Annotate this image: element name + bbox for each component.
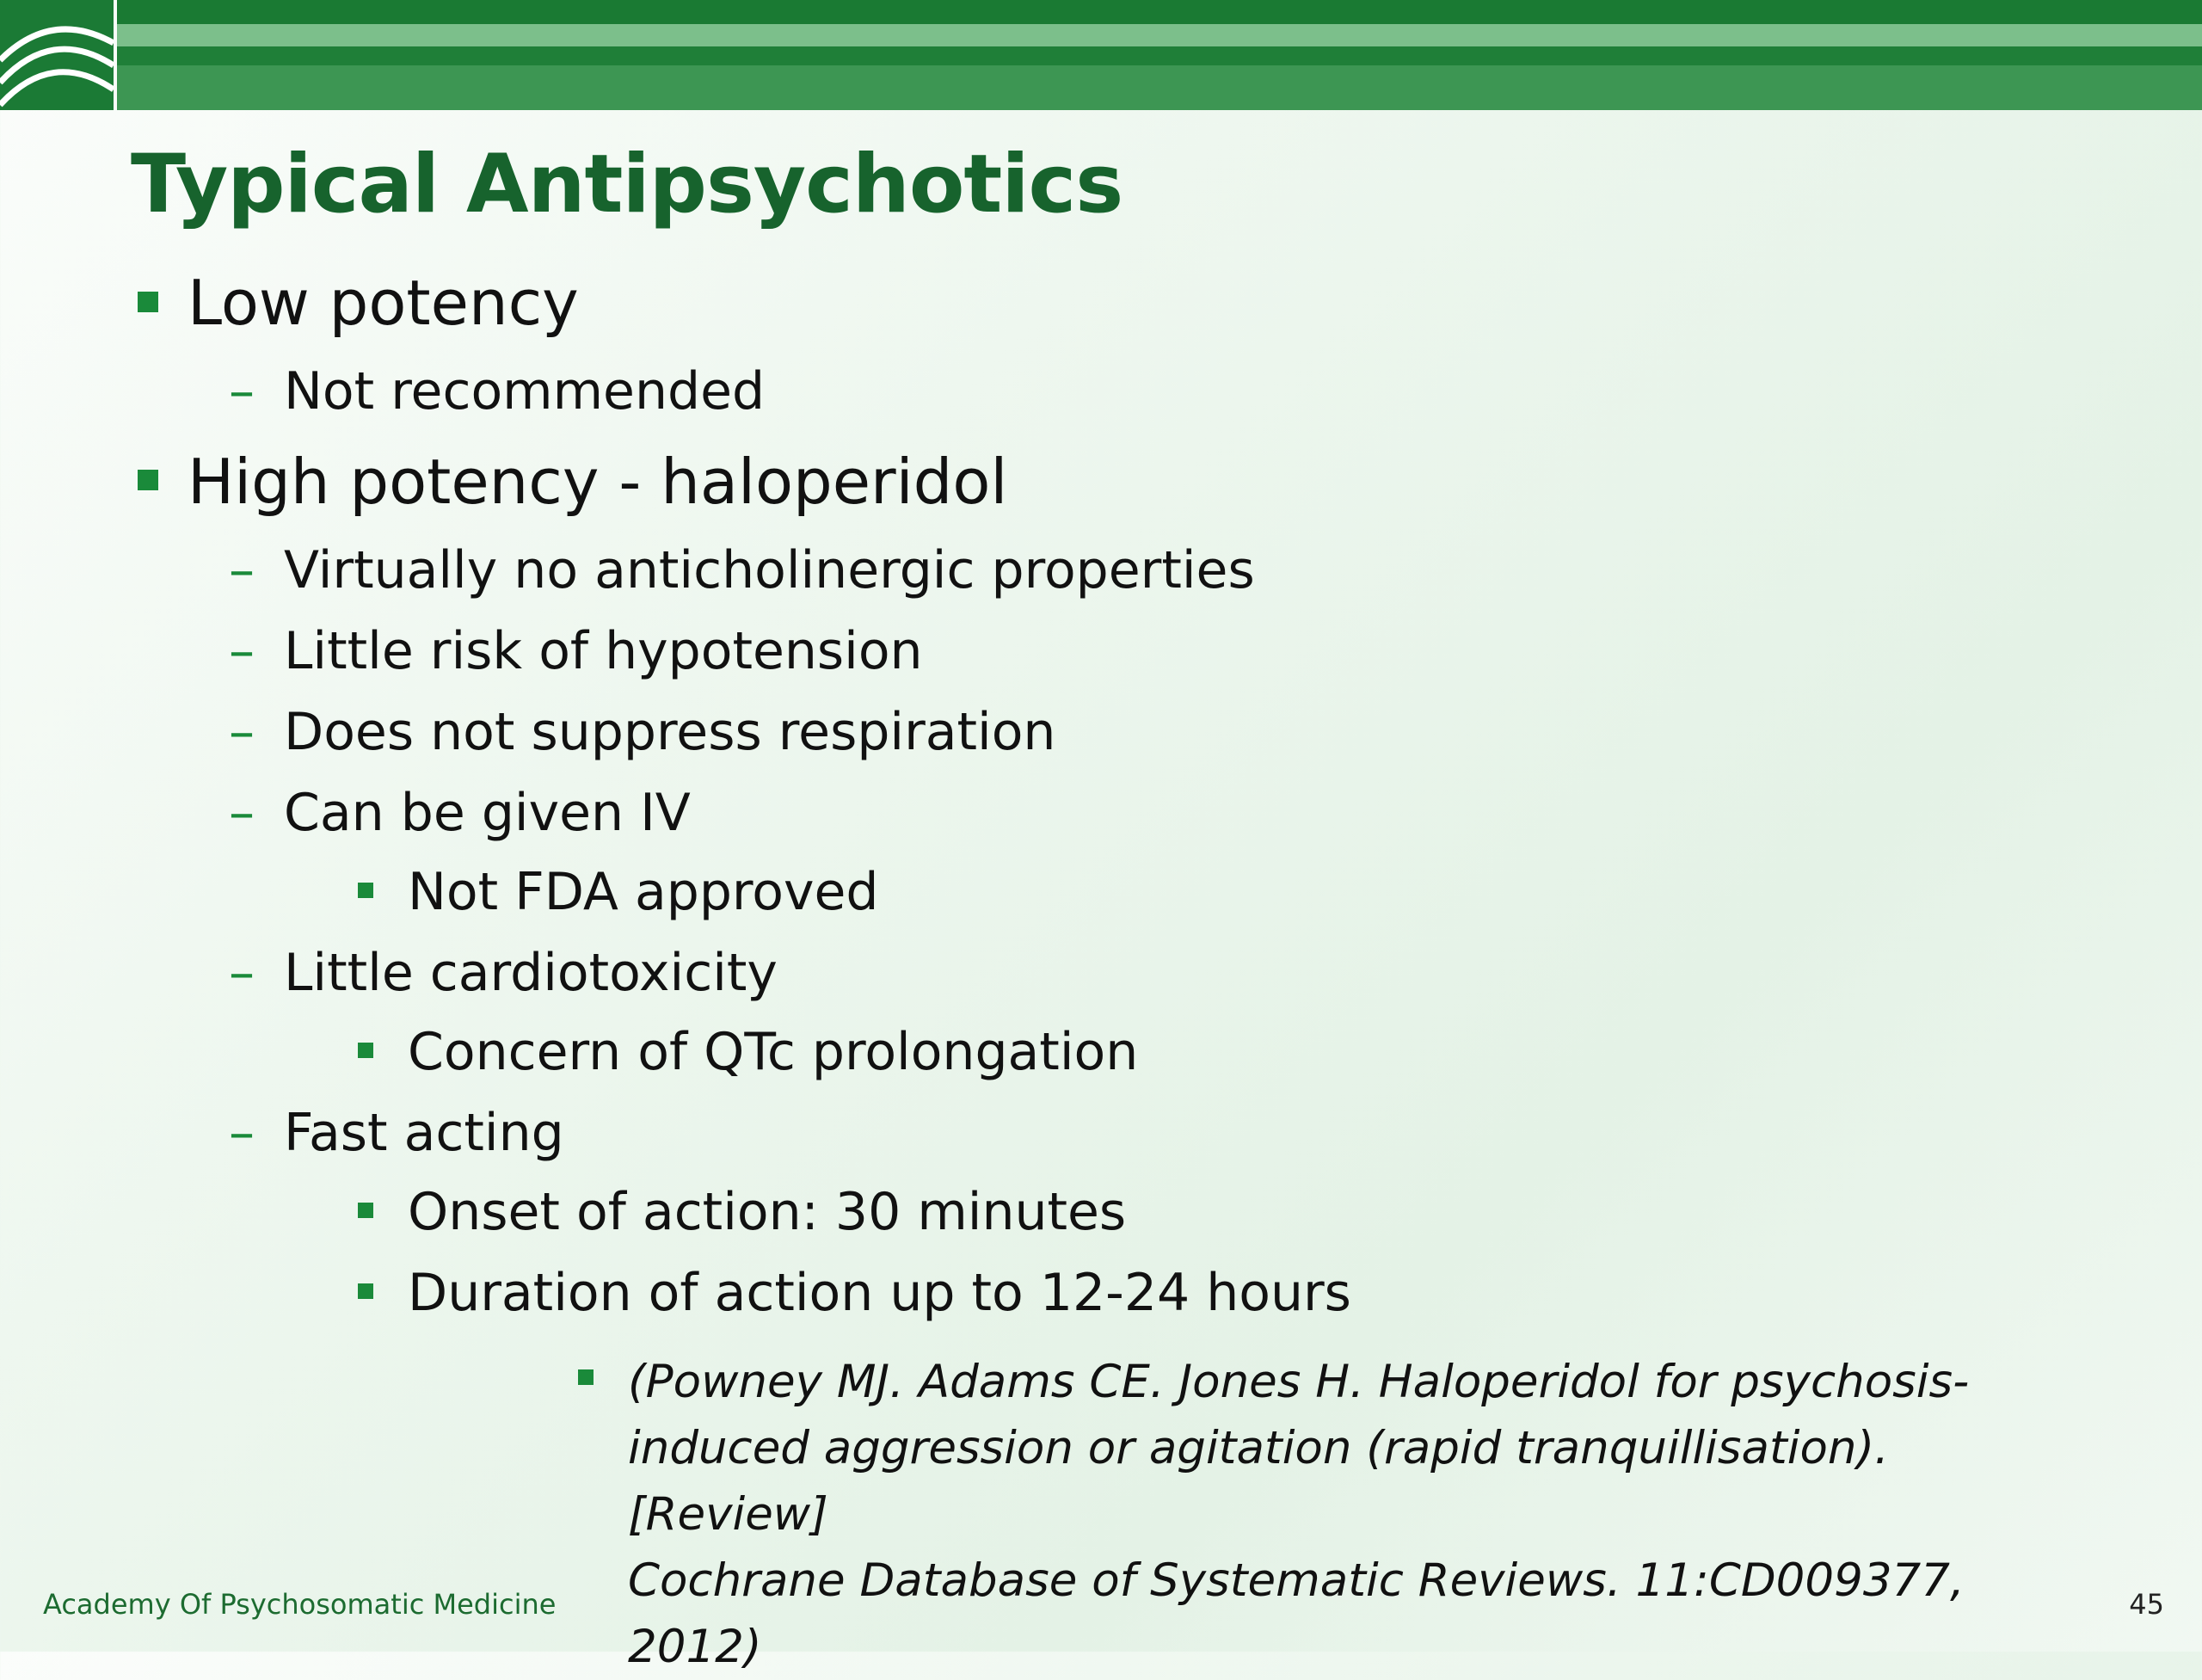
- citation-line: Cochrane Database of Systematic Reviews. 11:CD009377, 2012): [628, 1554, 1965, 1673]
- small-square-bullet-icon: [358, 1203, 373, 1218]
- small-square-bullet-icon: [578, 1369, 594, 1385]
- header-stripe: [117, 24, 2202, 46]
- list-item: Not recommended: [284, 361, 766, 422]
- logo: [0, 0, 114, 110]
- header-banner: [0, 0, 2202, 110]
- header-stripe: [117, 65, 2202, 110]
- list-item: Little risk of hypotension: [284, 621, 923, 681]
- citation-reference: [628, 1349, 2073, 1680]
- list-item: Concern of QTc prolongation: [408, 1022, 1139, 1082]
- small-square-bullet-icon: [358, 1283, 373, 1299]
- dash-bullet-icon: –: [229, 621, 255, 681]
- list-item: Does not suppress respiration: [284, 702, 1056, 762]
- header-stripe: [117, 0, 2202, 24]
- citation-line: induced aggression or agitation (rapid tranquillisation). [Review]: [628, 1422, 1890, 1541]
- arc-swoosh-logo-icon: [0, 0, 114, 110]
- header-stripe: [117, 46, 2202, 65]
- footer-organization: Academy Of Psychosomatic Medicine: [43, 1588, 557, 1621]
- list-item: Virtually no anticholinergic properties: [284, 540, 1255, 600]
- list-item: Low potency: [188, 267, 579, 339]
- dash-bullet-icon: –: [229, 361, 255, 422]
- citation-line: (Powney MJ. Adams CE. Jones H. Haloperidol for psychosis-: [628, 1356, 1970, 1408]
- dash-bullet-icon: –: [229, 783, 255, 843]
- list-item: High potency - haloperidol: [188, 446, 1008, 518]
- square-bullet-icon: [138, 292, 158, 312]
- dash-bullet-icon: –: [229, 1103, 255, 1163]
- dash-bullet-icon: –: [229, 540, 255, 600]
- list-item: Not FDA approved: [408, 862, 879, 922]
- list-item: Can be given IV: [284, 783, 691, 843]
- list-item: Fast acting: [284, 1103, 564, 1163]
- square-bullet-icon: [138, 470, 158, 490]
- dash-bullet-icon: –: [229, 702, 255, 762]
- small-square-bullet-icon: [358, 883, 373, 898]
- small-square-bullet-icon: [358, 1043, 373, 1058]
- slide-number: 45: [2129, 1588, 2164, 1621]
- dash-bullet-icon: –: [229, 943, 255, 1003]
- list-item: Little cardiotoxicity: [284, 943, 778, 1003]
- slide-title: Typical Antipsychotics: [131, 138, 1123, 231]
- list-item: Onset of action: 30 minutes: [408, 1182, 1127, 1242]
- list-item: Duration of action up to 12-24 hours: [408, 1263, 1351, 1323]
